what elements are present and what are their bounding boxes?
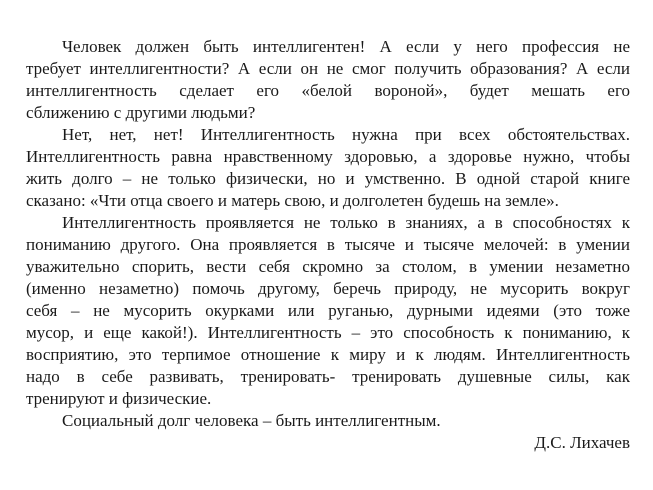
text-line: себя – не мусорить окурками или руганью, дурными идеями (это тоже xyxy=(26,301,630,320)
text-line: мусор, и еще какой!). Интеллигентность – это способность к пониманию, к xyxy=(26,323,630,342)
text-line: уважительно спорить, вести себя скромно за столом, в умении незаметно xyxy=(26,257,630,276)
text-line: надо в себе развивать, тренировать- тренировать душевные силы, как xyxy=(26,367,630,386)
text-line: восприятию, это терпимое отношение к миру и к людям. Интеллигентность xyxy=(26,345,630,364)
text-line: пониманию другого. Она проявляется в тысяче и тысяче мелочей: в умении xyxy=(26,235,630,254)
text-line: сближению с другими людьми? xyxy=(26,103,256,122)
text-line: (именно незаметно) помочь другому, беречь природу, не мусорить вокруг xyxy=(26,279,630,298)
author-signature: Д.С. Лихачев xyxy=(534,433,630,452)
text-line: Интеллигентность проявляется не только в знаниях, а в способностях к xyxy=(62,213,630,232)
text-line: Интеллигентность равна нравственному здоровью, а здоровье нужно, чтобы xyxy=(26,147,630,166)
text-line: жить долго – не только физически, но и умственно. В одной старой книге xyxy=(26,169,630,188)
text-line: Нет, нет, нет! Интеллигентность нужна при всех обстоятельствах. xyxy=(62,125,630,144)
text-line: требует интеллигентности? А если он не смог получить образования? А если xyxy=(26,59,630,78)
text-line: интеллигентность сделает его «белой вороной», будет мешать его xyxy=(26,81,630,100)
text-line: тренируют и физические. xyxy=(26,389,212,408)
paragraphs xyxy=(26,36,630,432)
text-line: Человек должен быть интеллигентен! А если у него профессия не xyxy=(62,37,630,56)
text-line: сказано: «Чти отца своего и матерь свою, и долголетен будешь на земле». xyxy=(26,191,559,210)
text-line: Социальный долг человека – быть интеллигентным. xyxy=(62,411,441,430)
